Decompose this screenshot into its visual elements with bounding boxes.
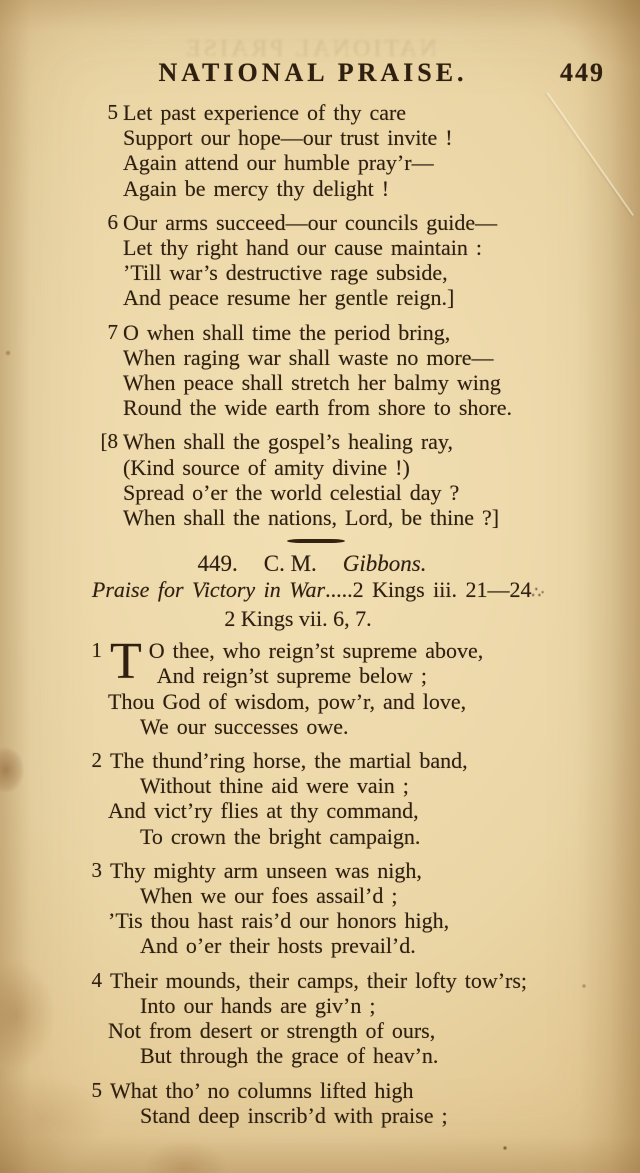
verse (0, 968, 640, 1069)
verse-line: When we our foes assail’d ; (140, 883, 398, 909)
verse-line: Let past experience of thy care (123, 100, 407, 125)
hymn-number: 449. (197, 551, 238, 577)
verse-line: When peace shall stretch her balmy wing (123, 370, 501, 396)
section-divider (287, 539, 345, 543)
verse-line: And o’er their hosts prevail’d. (140, 933, 416, 959)
verse-number: 2 (91, 748, 102, 773)
verse (0, 748, 640, 849)
verse (0, 320, 640, 421)
previous-hymn-continuation (0, 100, 640, 530)
verse-number: [8 (100, 429, 118, 454)
verse-line: Without thine aid were vain ; (140, 773, 409, 799)
verse-number: 5 (107, 100, 118, 124)
page-content (0, 86, 640, 1137)
verse-line: ’Till war’s destructive rage subside, (123, 260, 448, 286)
verse (0, 210, 640, 311)
hymn-449 (0, 551, 640, 1128)
verse-line: Into our hands are giv’n ; (140, 992, 376, 1018)
drop-cap: T (110, 633, 142, 691)
verse-line: Our arms succeed—our councils guide— (123, 209, 498, 235)
scripture-reference-2: 2 Kings vii. 6, 7. (224, 606, 372, 632)
hymn-subtitle (0, 577, 638, 606)
verse-line: O when shall time the period bring, (123, 319, 451, 345)
verse-line: But through the grace of heav’n. (140, 1043, 439, 1069)
verse-line: Thou God of wisdom, pow’r, and love, (108, 688, 467, 714)
verse-line: (Kind source of amity divine !) (123, 454, 410, 480)
running-title: NATIONAL PRAISE. (158, 58, 468, 87)
verse (0, 100, 640, 201)
verse-number: 1 (91, 638, 102, 663)
bleedthrough-text: NATIONAL PRAISE (182, 36, 438, 62)
verse-line: ’Tis thou hast rais’d our honors high, (108, 908, 450, 934)
verse-line: And reign’st supreme below ; (156, 663, 428, 689)
verse-line: Let thy right hand our cause maintain : (123, 235, 483, 261)
verse-number: 4 (91, 967, 102, 992)
verse-line: When shall the nations, Lord, be thine ?] (123, 505, 500, 531)
verse-number: 7 (107, 319, 118, 344)
verse-line: Thy mighty arm unseen was nigh, (110, 857, 422, 883)
verse-number: 5 (91, 1077, 102, 1102)
verse-line: When shall the gospel’s healing ray, (123, 429, 453, 455)
verse-number: 3 (91, 857, 102, 882)
verse-line: We our successes owe. (140, 713, 349, 739)
verse (0, 429, 640, 530)
verse (0, 858, 640, 959)
page-number: 449 (560, 58, 605, 87)
ink-smudge: ∴· (531, 585, 545, 602)
verse-line: Again attend our humble pray’r— (123, 150, 434, 176)
verse (0, 633, 640, 739)
verse-line: And vict’ry flies at thy command, (108, 798, 419, 824)
verse-line: The thund’ring horse, the martial band, (110, 748, 468, 774)
verse-line: Not from desert or strength of ours, (108, 1018, 436, 1044)
verse-line: Stand deep inscrib’d with praise ; (140, 1102, 448, 1128)
scripture-reference: 2 Kings iii. 21—24 (352, 577, 532, 603)
verse-line: Round the wide earth from shore to shore. (123, 395, 512, 421)
verse-opening (110, 633, 640, 691)
verse-line: Support our hope—our trust invite ! (123, 125, 453, 151)
verse-line: Again be mercy thy delight ! (123, 175, 390, 201)
verse-number: 6 (107, 209, 118, 234)
verse-line: Spread o’er the world celestial day ? (123, 479, 460, 505)
verse-line: When raging war shall waste no more— (123, 344, 494, 370)
verse-line: O thee, who reign’st supreme above, (148, 638, 484, 664)
verse-line: To crown the bright campaign. (140, 823, 421, 849)
verse-line: And peace resume her gentle reign.] (123, 285, 455, 311)
running-header (0, 58, 640, 88)
verse-lines (149, 638, 483, 688)
verse-line: What tho’ no columns lifted high (110, 1077, 414, 1103)
hymn-meter: C. M. (263, 551, 317, 577)
subtitle-text: Praise for Victory in War (91, 577, 326, 603)
subtitle-dots: ..... (325, 577, 353, 603)
hymn-author: Gibbons. (342, 551, 427, 577)
hymn-heading (0, 551, 632, 577)
verse-line: Their mounds, their camps, their lofty tow’rs; (110, 967, 528, 993)
verse (0, 1078, 640, 1128)
